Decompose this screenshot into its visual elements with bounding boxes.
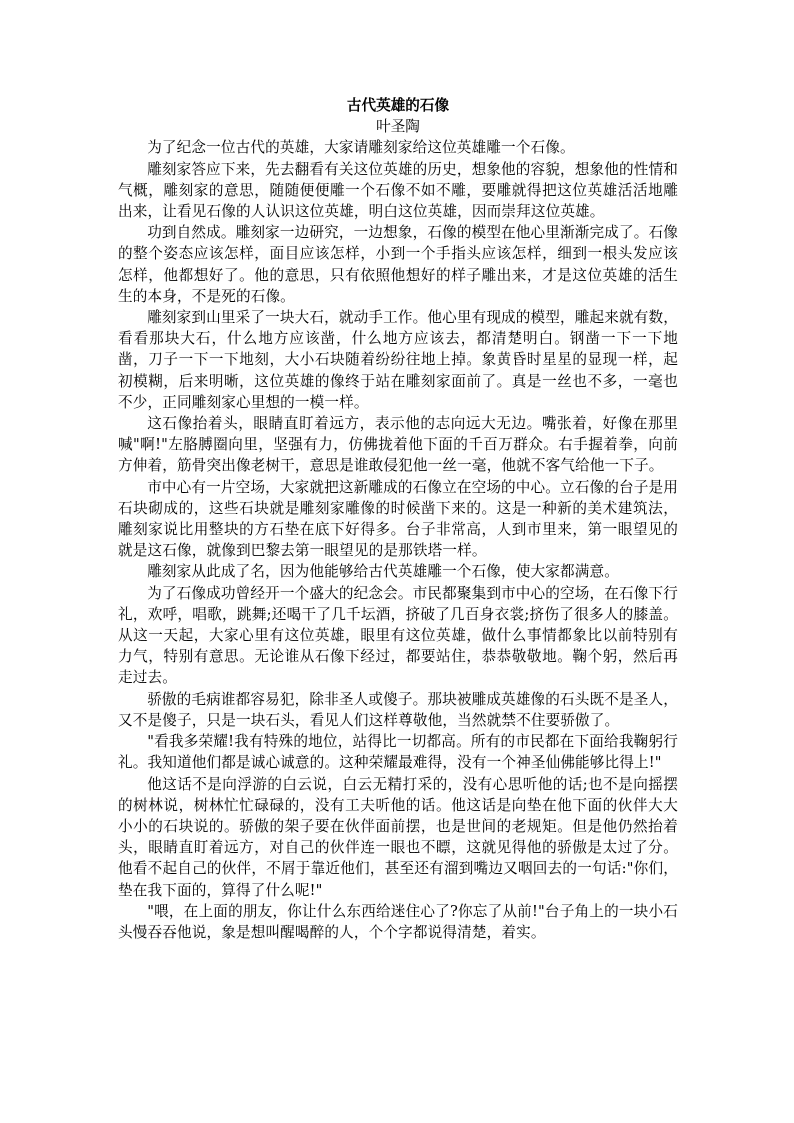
paragraph-quote: "看我多荣耀!我有特殊的地位，站得比一切都高。所有的市民都在下面给我鞠躬行礼。我知道他们都是诚心诚意的。这种荣耀最难得，没有一个神圣仙佛能够比得上!" xyxy=(118,733,678,772)
paragraph: 市中心有一片空场，大家就把这新雕成的石像立在空场的中心。立石像的台子是用石块砌成的，这些石块就是雕刻家雕像的时候凿下来的。这是一种新的美术建筑法，雕刻家说比用整块的方石垫在底下好得多。台子非常高，人到市里来，第一眼望见的就是这石像，就像到巴黎去第一眼望见的是那铁塔一样。 xyxy=(118,478,678,560)
paragraph: 雕刻家到山里采了一块大石，就动手工作。他心里有现成的模型，雕起来就有数，看看那块大石，什么地方应该凿，什么地方应该去，都清楚明白。钢凿一下一下地凿，刀子一下一下地刻，大小石块随着纷纷往地上掉。象黄昏时星星的显现一样，起初模糊，后来明晰，这位英雄的像终于站在雕刻家面前了。真是一丝也不多，一毫也不少，正同雕刻家心里想的一模一样。 xyxy=(118,309,678,411)
paragraph: 功到自然成。雕刻家一边研究，一边想象，石像的模型在他心里渐渐完成了。石像的整个姿态应该怎样，面目应该怎样，小到一个手指头应该怎样，细到一根头发应该怎样，他都想好了。他的意思，只有依照他想好的样子雕出来，才是这位英雄的活生生的本身，不是死的石像。 xyxy=(118,224,678,305)
paragraph-quote: "喂，在上面的朋友，你让什么东西给迷住心了?你忘了从前!"台子角上的一块小石头慢吞吞他说，象是想叫醒喝醉的人，个个字都说得清楚，着实。 xyxy=(118,902,678,941)
document-page xyxy=(118,95,678,943)
paragraph: 雕刻家从此成了名，因为他能够给古代英雄雕一个石像，使大家都满意。 xyxy=(147,563,619,581)
paragraph: 为了石像成功曾经开一个盛大的纪念会。市民都聚集到市中心的空场，在石像下行礼，欢呼，唱歌，跳舞;还喝干了几千坛酒，挤破了几百身衣裳;挤伤了很多人的膝盖。从这一天起，大家心里有这位英雄，眼里有这位英雄，做什么事情都象比以前特别有力气，特别有意思。无论谁从石像下经过，都要站住，恭恭敬敬地。鞠个躬，然后再走过去。 xyxy=(118,584,678,687)
paragraph: 他这话不是向浮游的白云说，白云无精打采的，没有心思听他的话;也不是向摇摆的树林说，树林忙忙碌碌的，没有工夫听他的话。他这话是向垫在他下面的伙伴大大小小的石块说的。骄傲的架子要在伙伴面前摆，也是世间的老规矩。但是他仍然抬着头，眼睛直盯着远方，对自己的伙伴连一眼也不瞟，这就见得他的骄傲是太过了分。他看不起自己的伙伴，不屑于靠近他们，甚至还有溜到嘴边又咽回去的一句话:"你们，垫在我下面的，算得了什么呢!" xyxy=(118,775,678,899)
paragraph: 骄傲的毛病谁都容易犯，除非圣人或傻子。那块被雕成英雄像的石头既不是圣人，又不是傻子，只是一块石头，看见人们这样尊敬他，当然就禁不住要骄傲了。 xyxy=(118,690,678,729)
document-author: 叶圣陶 xyxy=(376,118,420,136)
document-title: 古代英雄的石像 xyxy=(346,97,450,114)
paragraph: 这石像抬着头，眼睛直盯着远方，表示他的志向远大无边。嘴张着，好像在那里喊"啊!"左胳膊圈向里，坚强有力，仿佛拢着他下面的千百万群众。右手握着拳，向前方伸着，筋骨突出像老树干，意思是谁敢侵犯他一丝一毫，他就不客气给他一下子。 xyxy=(118,415,678,475)
paragraph: 雕刻家答应下来，先去翻看有关这位英雄的历史，想象他的容貌，想象他的性情和气概，雕刻家的意思，随随便便雕一个石像不如不雕，要雕就得把这位英雄活活地雕出来，让看见石像的人认识这位英雄，明白这位英雄，因而崇拜这位英雄。 xyxy=(118,160,678,221)
paragraph: 为了纪念一位古代的英雄，大家请雕刻家给这位英雄雕一个石像。 xyxy=(147,139,575,157)
